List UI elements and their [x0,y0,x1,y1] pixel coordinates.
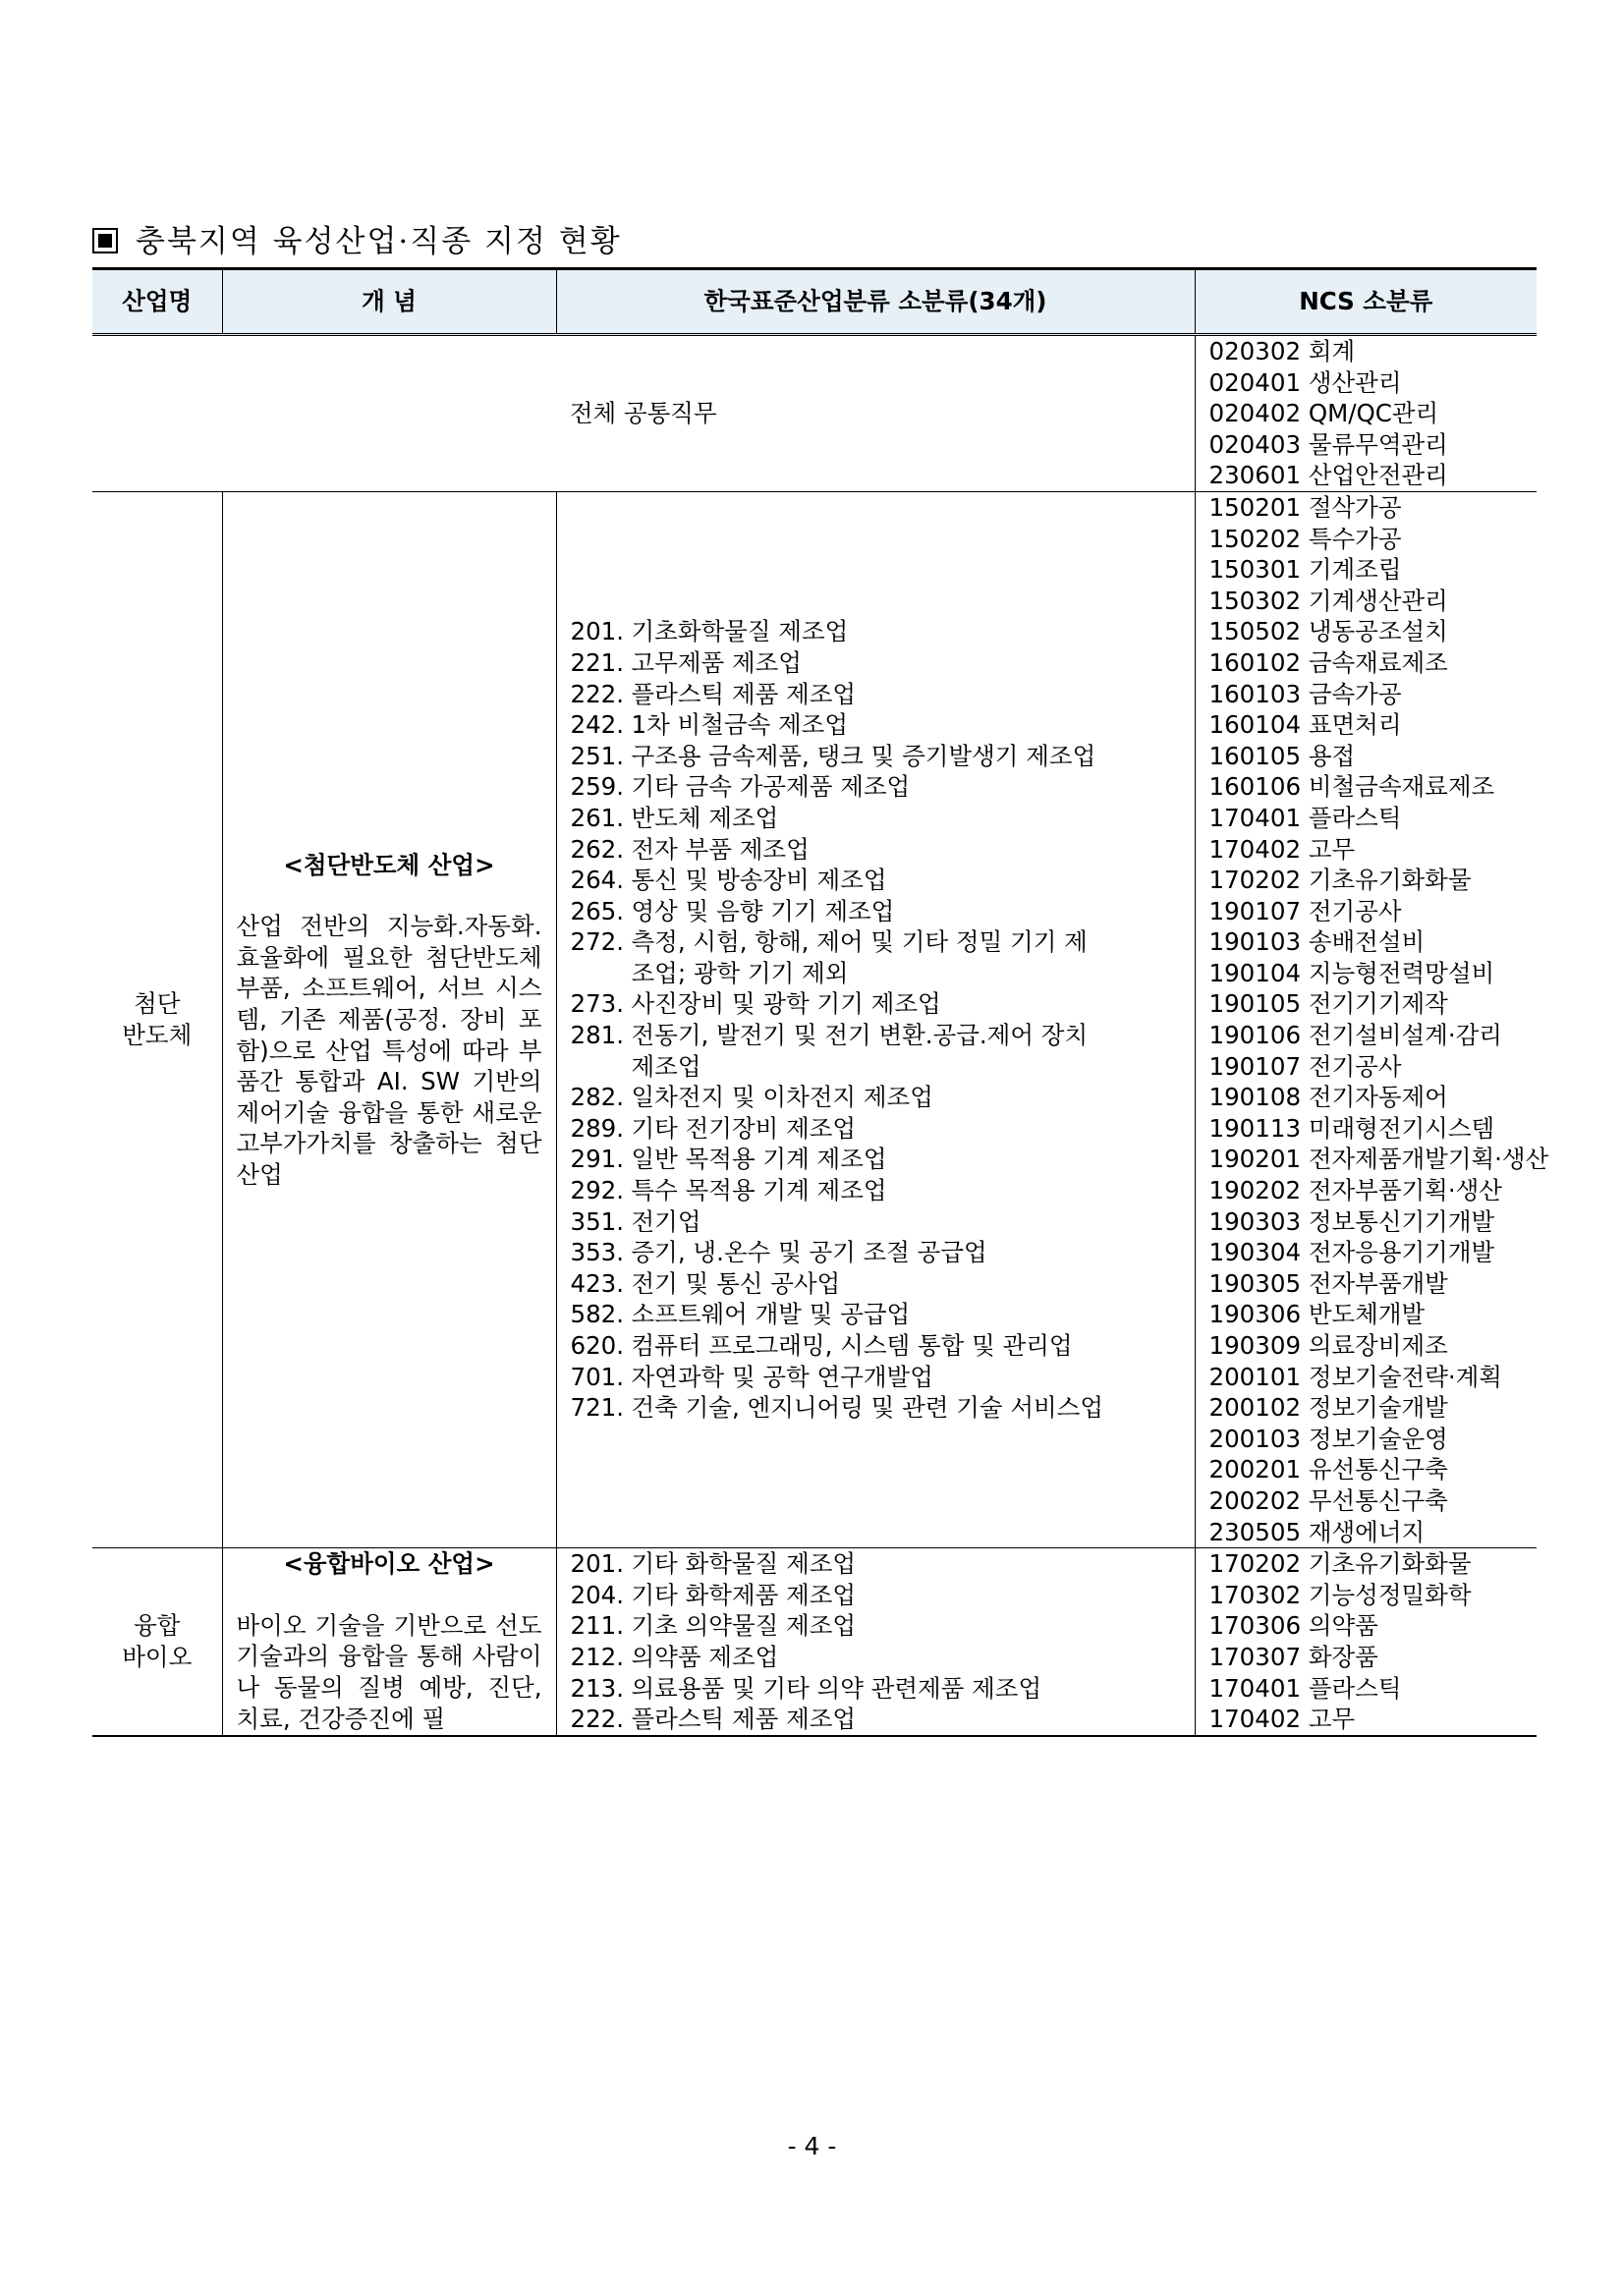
square-bullet-icon [92,228,118,253]
ksic-code: 353. [570,1238,625,1267]
industry-name-line: 반도체 [122,1021,193,1050]
concept-desc: 산업 전반의 지능화.자동화.효율화에 필요한 첨단반도체 부품, 소프트웨어, 서브 시스템, 기존 제품(공정. 장비 포함)으로 산업 특성에 따라 부품간 통합과 AI. SW 기반의 제어기술 융합을 통한 새로운 고부가가치를 창출하는 첨단 산업 [236,912,542,1189]
ncs-item: 170402 고무 [1208,834,1356,864]
ksic-code: 701. [570,1362,625,1391]
ksic-code: 222. [570,679,625,708]
ksic-label: 일반 목적용 기계 제조업 [631,1145,887,1174]
ncs-item: 170401 플라스틱 [1208,803,1402,832]
concept-head: <융합바이오 산업> [283,1549,495,1579]
ksic-label: 건축 기술, 엔지니어링 및 관련 기술 서비스업 [631,1393,1104,1423]
ksic-code: 582. [570,1300,625,1329]
header-ncs: NCS 소분류 [1195,269,1537,335]
ncs-item: 200202 무선통신구축 [1208,1485,1448,1515]
ksic-item [571,1268,1195,1300]
ncs-item: 190202 전자부품기획·생산 [1208,1176,1502,1205]
ncs-item: 200103 정보기술운영 [1208,1424,1448,1453]
industry-name-line: 바이오 [122,1642,193,1671]
header-ksic: 한국표준산업분류 소분류(34개) [556,269,1195,335]
common-row [92,335,1537,492]
ksic-label: 사진장비 및 광학 기기 제조업 [631,989,941,1019]
ksic-label: 일차전지 및 이차전지 제조업 [631,1083,933,1112]
ksic-item [571,926,1195,988]
ksic-cell [556,1548,1195,1736]
ksic-item [571,1610,1195,1642]
ksic-code: 212. [570,1642,625,1671]
ncs-item: 190305 전자부품개발 [1208,1268,1448,1298]
ksic-label: 자연과학 및 공학 연구개발업 [631,1362,933,1391]
ksic-item [571,616,1195,647]
ksic-item [571,679,1195,710]
ksic-code: 201. [570,1549,625,1579]
ncs-item: 020302 회계 [1208,337,1356,365]
ncs-item: 020403 물류무역관리 [1208,429,1448,459]
ksic-label: 의약품 제조업 [631,1642,779,1671]
ksic-code: 281. [570,1021,625,1050]
ncs-item: 190107 전기공사 [1208,896,1402,925]
ksic-label: 컴퓨터 프로그래밍, 시스템 통합 및 관리업 [631,1331,1073,1360]
ncs-item: 190105 전기기기제작 [1208,989,1448,1019]
ksic-code: 291. [570,1145,625,1174]
ksic-item [571,741,1195,772]
ncs-item: 160102 금속재료제조 [1208,647,1448,677]
concept-head: <첨단반도체 산업> [283,850,495,879]
ncs-item: 200201 유선통신구축 [1208,1455,1448,1484]
ncs-item: 170401 플라스틱 [1208,1673,1402,1703]
ncs-cell [1195,1548,1537,1736]
ksic-item [571,1206,1195,1238]
concept-cell [222,491,556,1547]
ncs-item: 190309 의료장비제조 [1208,1331,1448,1360]
ksic-item [571,1082,1195,1113]
ksic-label: 소프트웨어 개발 및 공급업 [631,1300,911,1329]
ksic-item [571,1175,1195,1206]
ncs-cell [1195,491,1549,1547]
ksic-label: 기타 금속 가공제품 제조업 [631,772,911,802]
ksic-label-continued: 제조업 [631,1051,701,1081]
ksic-code: 261. [570,803,625,832]
header-concept: 개 념 [222,269,556,335]
ksic-code: 351. [570,1206,625,1236]
ksic-code: 721. [570,1393,625,1423]
ncs-item: 230601 산업안전관리 [1208,461,1448,490]
ksic-item [571,1673,1195,1705]
page-number: - 4 - [787,2132,837,2160]
ncs-item: 170202 기초유기화화물 [1208,866,1472,895]
ncs-item: 150302 기계생산관리 [1208,586,1448,615]
common-ncs-cell [1195,335,1537,492]
ncs-item: 190306 반도체개발 [1208,1300,1426,1329]
ncs-item: 190303 정보통신기기개발 [1208,1206,1495,1236]
ksic-label: 1차 비철금속 제조업 [631,710,848,740]
page-title-text: 충북지역 육성산업·직종 지정 현황 [136,224,622,259]
ksic-label: 반도체 제조업 [631,803,779,832]
ksic-code: 221. [570,647,625,677]
ncs-item: 170202 기초유기화화물 [1208,1549,1472,1579]
concept-cell [222,1548,556,1736]
ksic-code: 211. [570,1611,625,1641]
ksic-item [571,1144,1195,1175]
ksic-label: 의료용품 및 기타 의약 관련제품 제조업 [631,1673,1042,1703]
ksic-label: 기타 화학제품 제조업 [631,1580,857,1609]
ksic-item [571,1237,1195,1268]
ksic-item [571,647,1195,679]
ksic-code: 204. [570,1580,625,1609]
ksic-code: 265. [570,896,625,925]
header-industry: 산업명 [92,269,222,335]
page-title [92,216,622,260]
ksic-label: 전기 및 통신 공사업 [631,1268,841,1298]
ksic-label: 전기업 [631,1206,701,1236]
ncs-item: 160106 비철금속재료제조 [1208,772,1495,802]
ksic-item [571,865,1195,896]
ncs-item: 160104 표면처리 [1208,710,1402,740]
ksic-label: 통신 및 방송장비 제조업 [631,866,887,895]
ksic-label: 기초 의약물질 제조업 [631,1611,857,1641]
ksic-label-continued: 조업; 광학 기기 제외 [631,958,849,987]
ksic-item [571,896,1195,927]
ksic-item [571,709,1195,741]
ncs-item: 020401 생산관리 [1208,367,1402,397]
ncs-item: 150201 절삭가공 [1208,492,1402,522]
ksic-item [571,1642,1195,1673]
ksic-code: 423. [570,1268,625,1298]
ksic-code: 259. [570,772,625,802]
ncs-item: 170306 의약품 [1208,1611,1378,1641]
industry-row-semiconductor [92,491,1537,1547]
industry-name-cell [92,491,222,1547]
ksic-code: 242. [570,710,625,740]
ncs-item: 190201 전자제품개발기획·생산 [1208,1145,1549,1174]
ksic-item [571,1392,1195,1424]
ncs-item: 150502 냉동공조설치 [1208,617,1448,646]
ncs-item: 150301 기계조립 [1208,555,1402,585]
ksic-item [571,803,1195,834]
ksic-code: 251. [570,741,625,770]
ksic-code: 222. [570,1705,625,1734]
ksic-code: 292. [570,1176,625,1205]
ksic-label: 기초화학물질 제조업 [631,617,849,646]
ncs-item: 190104 지능형전력망설비 [1208,958,1495,987]
ksic-label: 증기, 냉.온수 및 공기 조절 공급업 [631,1238,987,1267]
ksic-item [571,1362,1195,1393]
industry-row-bio [92,1548,1537,1736]
ksic-item [571,1704,1195,1735]
ksic-label: 측정, 시험, 항해, 제어 및 기타 정밀 기기 제 [631,927,1088,957]
ksic-label: 특수 목적용 기계 제조업 [631,1176,887,1205]
ncs-item: 190107 전기공사 [1208,1051,1402,1081]
ncs-item: 190113 미래형전기시스템 [1208,1113,1495,1143]
ncs-item: 200101 정보기술전략·계획 [1208,1362,1502,1391]
ncs-item: 160105 용접 [1208,741,1356,770]
concept-desc: 바이오 기술을 기반으로 선도 기술과의 융합을 통해 사람이나 동물의 질병 예방, 진단, 치료, 건강증진에 필 [236,1610,542,1733]
ksic-code: 620. [570,1331,625,1360]
ksic-code: 262. [570,834,625,864]
ncs-item: 170402 고무 [1208,1705,1356,1734]
ncs-item: 190304 전자응용기기개발 [1208,1238,1495,1267]
ksic-label: 영상 및 음향 기기 제조업 [631,896,895,925]
ncs-item: 150202 특수가공 [1208,524,1402,553]
ksic-item [571,988,1195,1020]
ksic-label: 전동기, 발전기 및 전기 변환.공급.제어 장치 [631,1021,1089,1050]
ksic-item [571,1580,1195,1611]
ncs-item: 230505 재생에너지 [1208,1517,1426,1546]
ncs-item: 020402 QM/QC관리 [1208,399,1439,428]
ksic-label: 고무제품 제조업 [631,647,802,677]
ncs-item: 190108 전기자동제어 [1208,1083,1448,1112]
ncs-item: 170302 기능성정밀화학 [1208,1580,1472,1609]
ncs-item: 200102 정보기술개발 [1208,1393,1448,1423]
industry-name-line: 첨단 [134,989,181,1019]
ksic-code: 272. [570,927,625,957]
ncs-item: 160103 금속가공 [1208,679,1402,708]
ksic-label: 전자 부품 제조업 [631,834,810,864]
ksic-label: 플라스틱 제품 제조업 [631,679,857,708]
ksic-code: 282. [570,1083,625,1112]
ksic-label: 기타 전기장비 제조업 [631,1113,857,1143]
ksic-code: 289. [570,1113,625,1143]
ncs-item: 190106 전기설비설계·감리 [1208,1021,1502,1050]
common-label: 전체 공통직무 [92,335,1195,492]
ncs-item: 170307 화장품 [1208,1642,1378,1671]
ksic-item [571,1548,1195,1580]
industry-table [92,267,1549,1737]
ksic-item [571,834,1195,866]
table-header-row [92,269,1537,335]
ksic-label: 플라스틱 제품 제조업 [631,1705,857,1734]
ksic-code: 213. [570,1673,625,1703]
industry-name-line: 융합 [134,1611,181,1641]
industry-name-cell [92,1548,222,1736]
ncs-item: 190103 송배전설비 [1208,927,1426,957]
ksic-code: 264. [570,866,625,895]
ksic-label: 기타 화학물질 제조업 [631,1549,857,1579]
ksic-item [571,1020,1195,1082]
ksic-item [571,1330,1195,1362]
ksic-item [571,771,1195,803]
ksic-code: 273. [570,989,625,1019]
ksic-label: 구조용 금속제품, 탱크 및 증기발생기 제조업 [631,741,1096,770]
ksic-item [571,1299,1195,1330]
ksic-cell [556,491,1195,1547]
ksic-code: 201. [570,617,625,646]
ksic-item [571,1113,1195,1145]
